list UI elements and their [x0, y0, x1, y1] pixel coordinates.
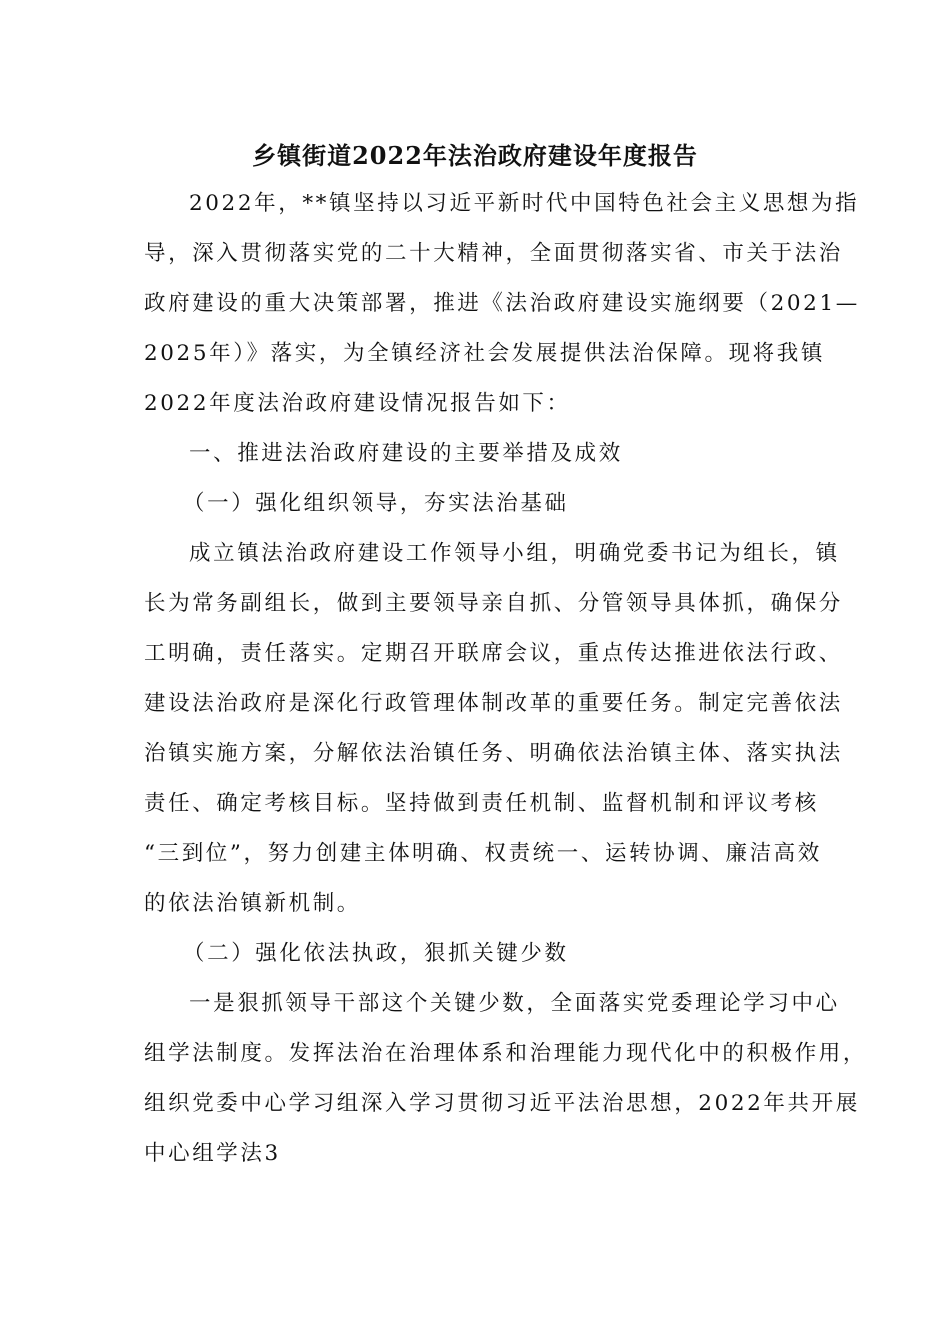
paragraph-line: 治镇实施方案，分解依法治镇任务、明确依法治镇主体、落实执法 — [144, 741, 843, 766]
paragraph-line: 建设法治政府是深化行政管理体制改革的重要任务。制定完善依法 — [144, 691, 843, 716]
paragraph-line: 2022年度法治政府建设情况报告如下： — [144, 391, 571, 416]
subsection-heading: （二）强化依法执政，狠抓关键少数 — [183, 941, 569, 966]
paragraph-line: 组织党委中心学习组深入学习贯彻习近平法治思想，2022年共开展 — [144, 1091, 860, 1116]
paragraph-line: 责任、确定考核目标。坚持做到责任机制、监督机制和评议考核 — [144, 791, 819, 816]
paragraph-line: 中心组学法3 — [144, 1141, 281, 1166]
section-heading: 一、推进法治政府建设的主要举措及成效 — [189, 441, 623, 466]
paragraph-line: 导，深入贯彻落实党的二十大精神，全面贯彻落实省、市关于法治 — [144, 241, 843, 266]
paragraph-line: “三到位”，努力创建主体明确、权责统一、运转协调、廉洁高效 — [144, 841, 822, 866]
paragraph-line: 2025年）》落实，为全镇经济社会发展提供法治保障。现将我镇 — [144, 341, 825, 366]
paragraph-line: 长为常务副组长，做到主要领导亲自抓、分管领导具体抓，确保分 — [144, 591, 843, 616]
paragraph-line: 一是狠抓领导干部这个关键少数，全面落实党委理论学习中心 — [189, 991, 840, 1016]
document-title: 乡镇街道2022年法治政府建设年度报告 — [252, 141, 698, 170]
paragraph-line: 成立镇法治政府建设工作领导小组，明确党委书记为组长，镇 — [189, 541, 840, 566]
paragraph-line: 2022年，**镇坚持以习近平新时代中国特色社会主义思想为指 — [189, 191, 860, 216]
paragraph-line: 组学法制度。发挥法治在治理体系和治理能力现代化中的积极作用， — [144, 1041, 868, 1066]
subsection-heading: （一）强化组织领导，夯实法治基础 — [183, 491, 569, 516]
paragraph-line: 政府建设的重大决策部署，推进《法治政府建设实施纲要（2021— — [144, 291, 860, 316]
paragraph-line: 的依法治镇新机制。 — [144, 891, 361, 916]
paragraph-line: 工明确，责任落实。定期召开联席会议，重点传达推进依法行政、 — [144, 641, 843, 666]
